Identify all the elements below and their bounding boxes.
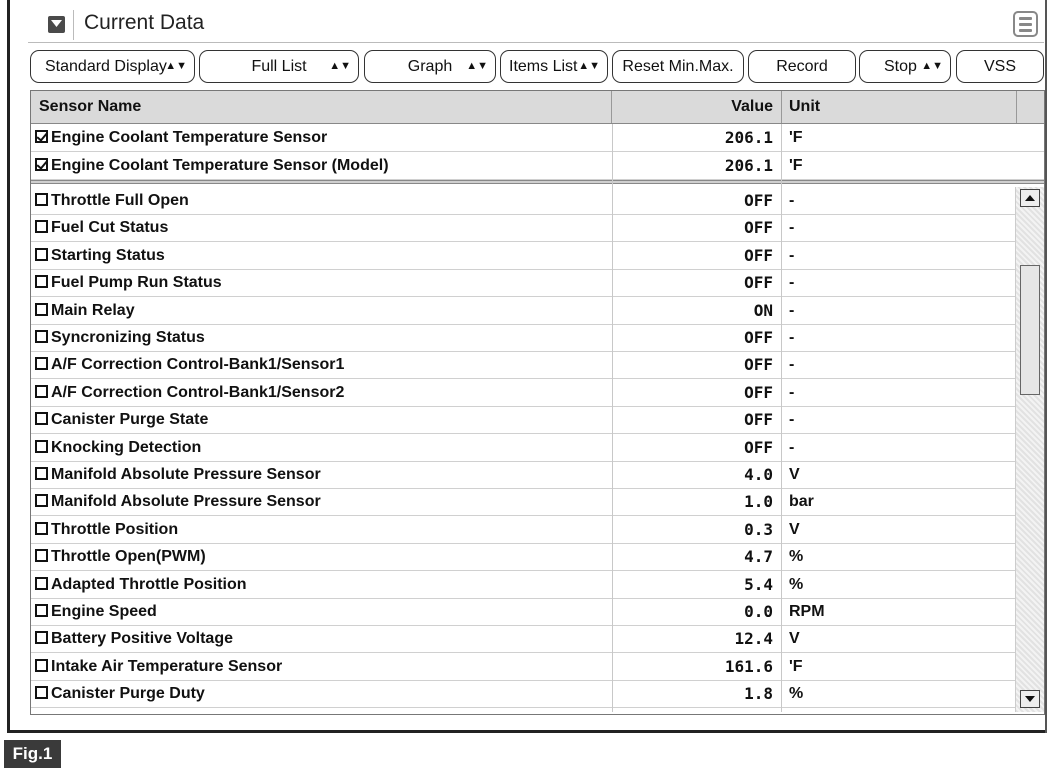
sensor-unit: - <box>789 301 795 319</box>
sensor-value: OFF <box>744 273 773 293</box>
table-row[interactable] <box>31 379 1015 407</box>
table-row[interactable] <box>31 625 1015 653</box>
sensor-name: Battery Positive Voltage <box>51 630 233 648</box>
sensor-name: Knocking Detection <box>51 438 202 456</box>
scrollbar-thumb[interactable] <box>1020 265 1040 395</box>
sensor-name-cell <box>35 324 205 351</box>
toolbar <box>30 50 1044 84</box>
table-row[interactable] <box>31 214 1015 242</box>
items-list-select[interactable] <box>500 50 608 83</box>
sensor-value: 5.4 <box>744 574 773 594</box>
sensor-name-cell <box>35 625 233 652</box>
sensor-unit: % <box>789 575 804 593</box>
panel-title: Current Data <box>84 11 205 34</box>
table-row[interactable] <box>31 543 1015 571</box>
vss-label: VSS <box>983 58 1016 75</box>
table-row[interactable] <box>31 242 1015 270</box>
items-list-label: Items List <box>509 58 578 75</box>
sensor-unit: - <box>789 274 795 292</box>
sensor-name: Main Relay <box>51 301 135 319</box>
checkbox-icon[interactable] <box>35 275 48 288</box>
checkbox-icon[interactable] <box>35 220 48 233</box>
sensor-name: Adapted Throttle Position <box>51 575 247 593</box>
sensor-unit: % <box>789 548 804 566</box>
window-frame-right-edge <box>1045 0 1047 733</box>
collapse-arrow-icon[interactable] <box>48 16 65 33</box>
checkbox-icon[interactable] <box>35 604 48 617</box>
table-row[interactable] <box>31 680 1015 708</box>
full-list-select[interactable] <box>199 50 359 83</box>
sensor-name-cell <box>35 124 327 151</box>
checkbox-icon[interactable] <box>35 303 48 316</box>
header-underline <box>28 42 1044 43</box>
sensor-name-cell <box>35 269 222 296</box>
scroll-down-arrow-icon[interactable] <box>1020 690 1040 708</box>
vss-button[interactable] <box>956 50 1044 83</box>
sensor-unit: - <box>789 411 795 429</box>
sensor-value: OFF <box>744 382 773 402</box>
scroll-up-arrow-icon[interactable] <box>1020 189 1040 207</box>
standard-display-select[interactable] <box>30 50 195 83</box>
checkbox-icon[interactable] <box>35 659 48 672</box>
checkbox-icon[interactable] <box>35 248 48 261</box>
sensor-unit: % <box>789 685 804 703</box>
sensor-value: 4.0 <box>744 465 773 484</box>
table-row[interactable] <box>31 324 1015 352</box>
table-row[interactable] <box>31 187 1015 215</box>
table-row[interactable] <box>31 516 1015 544</box>
table-row[interactable] <box>31 571 1015 599</box>
table-row[interactable] <box>31 406 1015 434</box>
sensor-name: Throttle Position <box>51 520 179 538</box>
sensor-name: Intake Air Temperature Sensor <box>51 657 283 675</box>
table-row[interactable] <box>31 297 1015 325</box>
column-header-value[interactable]: Value <box>731 98 773 115</box>
sensor-name-cell <box>35 543 206 570</box>
sensor-value: OFF <box>744 328 773 347</box>
reset-min-max-button[interactable] <box>612 50 744 83</box>
stop-select[interactable] <box>859 50 951 83</box>
sensor-name: Syncronizing Status <box>51 329 205 346</box>
checkbox-icon[interactable] <box>35 631 48 644</box>
sensor-value: 206.1 <box>724 128 773 147</box>
sensor-unit: 'F <box>789 157 803 174</box>
sensor-name: Throttle Full Open <box>51 192 189 209</box>
sensor-value: ON <box>753 300 773 320</box>
sensor-data-table <box>30 90 1045 715</box>
sensor-name: Canister Purge State <box>51 411 209 429</box>
sensor-name: Manifold Absolute Pressure Sensor <box>51 466 321 483</box>
updown-arrow-icon: ▲▼ <box>329 60 351 72</box>
checkbox-icon[interactable] <box>35 385 48 398</box>
updown-arrow-icon: ▲▼ <box>921 60 943 72</box>
graph-label: Graph <box>407 58 453 75</box>
column-header-unit[interactable]: Unit <box>789 98 821 115</box>
sensor-name-cell <box>35 406 208 433</box>
table-row[interactable] <box>31 434 1015 462</box>
checkbox-icon[interactable] <box>35 549 48 562</box>
checkbox-checked-icon[interactable] <box>35 158 48 171</box>
sensor-name: Throttle Open(PWM) <box>51 548 206 566</box>
sensor-unit: - <box>789 246 795 264</box>
sensor-unit: - <box>789 383 795 401</box>
checkbox-icon[interactable] <box>35 467 48 480</box>
sensor-unit: 'F <box>789 129 803 146</box>
sensor-name: Manifold Absolute Pressure Sensor <box>51 493 321 511</box>
figure-label: Fig.1 <box>4 740 61 768</box>
checkbox-icon[interactable] <box>35 522 48 535</box>
sensor-name-cell <box>35 152 389 179</box>
table-header <box>31 91 1044 124</box>
sensor-name-cell <box>35 379 344 406</box>
list-menu-icon[interactable] <box>1013 11 1038 37</box>
sensor-value: 0.0 <box>744 602 773 621</box>
updown-arrow-icon: ▲▼ <box>578 60 600 72</box>
table-row[interactable] <box>31 598 1015 626</box>
sensor-value: 0.3 <box>744 519 773 539</box>
column-divider <box>781 91 782 123</box>
sensor-value: 1.8 <box>744 684 773 704</box>
checkbox-checked-icon[interactable] <box>35 130 48 143</box>
sensor-value: 161.6 <box>724 656 773 676</box>
sensor-name-cell <box>35 187 189 214</box>
record-button[interactable] <box>748 50 856 83</box>
updown-arrow-icon: ▲▼ <box>466 60 488 72</box>
column-divider <box>611 91 612 123</box>
sensor-value: OFF <box>744 191 773 210</box>
sensor-unit: - <box>789 192 795 209</box>
sensor-value: OFF <box>744 410 773 430</box>
standard-display-label: Standard Display <box>45 58 167 75</box>
stop-label: Stop <box>884 58 917 75</box>
sensor-name-cell <box>35 598 157 625</box>
sensor-value: OFF <box>744 355 773 375</box>
sensor-unit: - <box>789 219 795 237</box>
checkbox-icon[interactable] <box>35 193 48 206</box>
checkbox-icon[interactable] <box>35 357 48 370</box>
sensor-name-cell <box>35 351 344 378</box>
sensor-unit: V <box>789 630 800 648</box>
full-list-label: Full List <box>251 58 307 75</box>
sensor-unit: 'F <box>789 657 803 675</box>
column-divider <box>1016 91 1017 123</box>
checkbox-icon[interactable] <box>35 412 48 425</box>
column-header-sensor-name[interactable]: Sensor Name <box>39 98 142 115</box>
table-row[interactable] <box>31 653 1015 681</box>
updown-arrow-icon: ▲▼ <box>165 60 187 72</box>
fixed-table-row[interactable] <box>31 152 1044 180</box>
sensor-unit: V <box>789 466 800 483</box>
sensor-name: Fuel Pump Run Status <box>51 274 222 292</box>
sensor-name: Canister Purge Duty <box>51 685 205 703</box>
sensor-value: 1.0 <box>744 492 773 512</box>
table-row[interactable] <box>31 488 1015 516</box>
sensor-name: Engine Coolant Temperature Sensor (Model) <box>51 157 389 174</box>
sensor-unit: - <box>789 438 795 456</box>
sensor-name: Engine Coolant Temperature Sensor <box>51 129 328 146</box>
sensor-value: 12.4 <box>734 629 773 649</box>
sensor-name-cell <box>35 571 247 598</box>
panel-header <box>28 8 1044 42</box>
sensor-value: OFF <box>744 218 773 238</box>
sensor-unit: V <box>789 520 800 538</box>
reset-min-max-label: Reset Min.Max. <box>622 58 734 75</box>
sensor-name: A/F Correction Control-Bank1/Sensor1 <box>51 356 345 374</box>
column-line <box>612 124 613 712</box>
header-divider <box>73 10 74 40</box>
vertical-scrollbar[interactable] <box>1015 187 1044 712</box>
sensor-name-cell <box>35 297 135 324</box>
fixed-table-row[interactable] <box>31 124 1044 152</box>
sensor-name-cell <box>35 214 168 241</box>
sensor-unit: - <box>789 329 795 346</box>
checkbox-icon[interactable] <box>35 330 48 343</box>
sensor-name-cell <box>35 242 165 269</box>
checkbox-icon[interactable] <box>35 494 48 507</box>
sensor-name-cell <box>35 680 205 707</box>
table-row[interactable] <box>31 269 1015 297</box>
sensor-name: A/F Correction Control-Bank1/Sensor2 <box>51 383 345 401</box>
graph-select[interactable] <box>364 50 496 83</box>
sensor-value: OFF <box>744 245 773 265</box>
sensor-name-cell <box>35 461 321 488</box>
checkbox-icon[interactable] <box>35 577 48 590</box>
sensor-name-cell <box>35 488 321 515</box>
checkbox-icon[interactable] <box>35 686 48 699</box>
sensor-value: 4.7 <box>744 547 773 567</box>
sensor-name-cell <box>35 516 178 543</box>
sensor-name: Starting Status <box>51 246 165 264</box>
sensor-name: Fuel Cut Status <box>51 219 169 237</box>
fixed-rows-divider <box>31 180 1044 184</box>
sensor-unit: bar <box>789 493 814 511</box>
table-row[interactable] <box>31 351 1015 379</box>
record-label: Record <box>776 58 828 75</box>
table-row[interactable] <box>31 461 1015 489</box>
sensor-value: 206.1 <box>724 156 773 175</box>
sensor-name-cell <box>35 653 282 680</box>
sensor-unit: - <box>789 356 795 374</box>
sensor-unit: RPM <box>789 603 825 620</box>
sensor-name: Engine Speed <box>51 603 157 620</box>
checkbox-icon[interactable] <box>35 440 48 453</box>
column-line <box>781 124 782 712</box>
sensor-value: OFF <box>744 437 773 457</box>
sensor-name-cell <box>35 434 201 461</box>
